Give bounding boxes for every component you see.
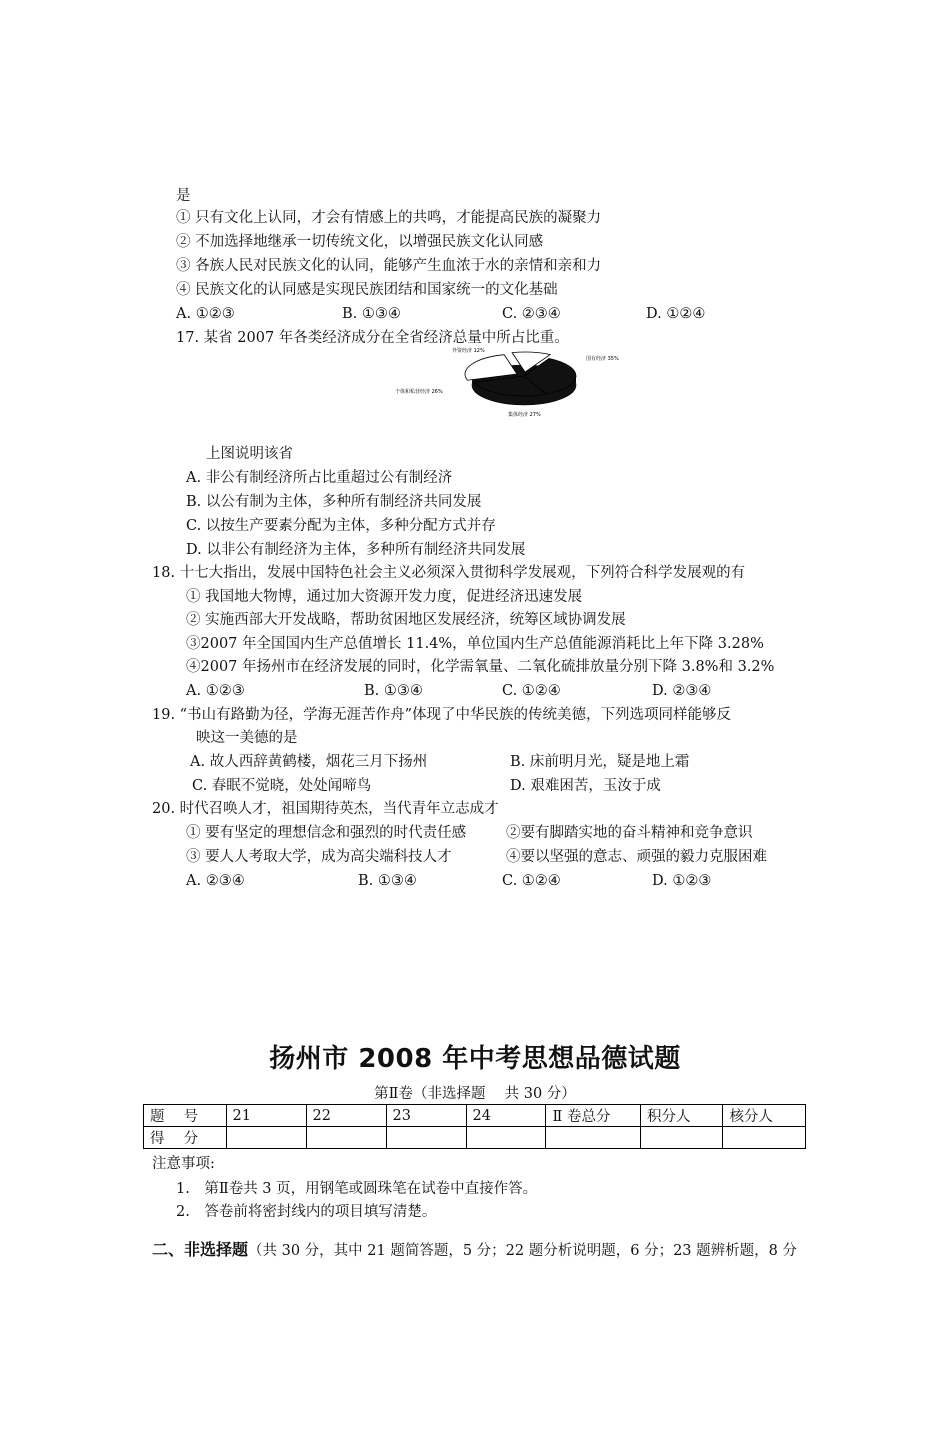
score-cell[interactable]	[546, 1127, 641, 1149]
q20-stem: 20. 时代召唤人才，祖国期待英杰，当代青年立志成才	[152, 801, 499, 817]
q17-lead: 上图说明该省	[206, 446, 293, 462]
q19-option-d: D. 艰难困苦，玉汝于成	[510, 778, 661, 794]
section-head-desc: （共 30 分，其中 21 题简答题，5 分；22 题分析说明题，6 分；23 题辨析题，8 分	[248, 1243, 797, 1259]
q16-option-c: C. ②③④	[502, 306, 561, 322]
q16-option-b: B. ①③④	[342, 306, 401, 322]
q18-option-a: A. ①②③	[186, 683, 245, 699]
exam-subtitle: 第Ⅱ卷（非选择题 共 30 分）	[374, 1086, 576, 1102]
score-table-score-row	[144, 1127, 806, 1149]
pie-label-private: 个体和私营经济 26%	[395, 389, 443, 395]
score-header-cell: 22	[306, 1105, 386, 1127]
q18-item-4: ④2007 年扬州市在经济发展的同时，化学需氧量、二氧化硫排放量分别下降 3.8%和 3.2%	[186, 659, 775, 675]
pie-label-foreign: 外资经济 12%	[452, 348, 485, 354]
q19-stem-cont: 映这一美德的是	[196, 730, 298, 746]
q20-option-c: C. ①②④	[502, 873, 561, 889]
score-cell[interactable]	[386, 1127, 466, 1149]
score-header-cell: 积分人	[640, 1105, 722, 1127]
q18-item-1: ① 我国地大物博，通过加大资源开发力度，促进经济迅速发展	[186, 589, 583, 605]
notes-title: 注意事项:	[152, 1156, 215, 1172]
score-row-label: 得 分	[144, 1127, 227, 1149]
score-header-cell: 23	[386, 1105, 466, 1127]
pie-label-collective: 集体经济 27%	[508, 412, 541, 418]
q18-stem: 18. 十七大指出，发展中国特色社会主义必须深入贯彻科学发展观，下列符合科学发展观的有	[152, 565, 746, 581]
note-1: 1. 第Ⅱ卷共 3 页，用钢笔或圆珠笔在试卷中直接作答。	[176, 1181, 538, 1197]
score-cell[interactable]	[723, 1127, 806, 1149]
q20-item-3: ③ 要人人考取大学，成为高尖端科技人才	[186, 849, 452, 865]
q19-stem: 19. “书山有路勤为径，学海无涯苦作舟”体现了中华民族的传统美德，下列选项同样能够反	[152, 707, 731, 723]
q17-stem: 17. 某省 2007 年各类经济成分在全省经济总量中所占比重。	[176, 330, 569, 346]
q18-option-d: D. ②③④	[652, 683, 712, 699]
q18-item-2: ② 实施西部大开发战略，帮助贫困地区发展经济，统筹区域协调发展	[186, 612, 626, 628]
q16-option-a: A. ①②③	[176, 306, 235, 322]
q16-item-1: ① 只有文化上认同，才会有情感上的共鸣，才能提高民族的凝聚力	[176, 210, 602, 226]
economy-pie-chart	[390, 342, 640, 420]
score-header-cell: 21	[226, 1105, 306, 1127]
q19-option-b: B. 床前明月光，疑是地上霜	[510, 754, 690, 770]
q16-option-d: D. ①②④	[646, 306, 706, 322]
q19-option-a: A. 故人西辞黄鹤楼，烟花三月下扬州	[190, 754, 428, 770]
q18-option-b: B. ①③④	[364, 683, 423, 699]
q16-item-2: ② 不加选择地继承一切传统文化，以增强民族文化认同感	[176, 234, 544, 250]
score-header-cell: Ⅱ 卷总分	[546, 1105, 641, 1127]
score-header-cell: 题 号	[144, 1105, 227, 1127]
q16-item-3: ③ 各族人民对民族文化的认同，能够产生血浓于水的亲情和亲和力	[176, 258, 602, 274]
exam-title: 扬州市 2008 年中考思想品德试题	[269, 1044, 681, 1074]
q20-item-2: ②要有脚踏实地的奋斗精神和竞争意识	[506, 825, 753, 841]
score-cell[interactable]	[466, 1127, 546, 1149]
q20-item-4: ④要以坚强的意志、顽强的毅力克服困难	[506, 849, 767, 865]
note-2: 2. 答卷前将密封线内的项目填写清楚。	[176, 1204, 437, 1220]
section-heading	[152, 1240, 797, 1261]
q16-stem-cont: 是	[176, 188, 191, 204]
q17-option-d: D. 以非公有制经济为主体，多种所有制经济共同发展	[186, 542, 526, 558]
score-cell[interactable]	[306, 1127, 386, 1149]
q20-option-a: A. ②③④	[186, 873, 245, 889]
section-head-label: 二、非选择题	[152, 1240, 249, 1259]
q17-option-a: A. 非公有制经济所占比重超过公有制经济	[186, 470, 453, 486]
score-cell[interactable]	[226, 1127, 306, 1149]
q20-option-b: B. ①③④	[358, 873, 417, 889]
q17-option-b: B. 以公有制为主体，多种所有制经济共同发展	[186, 494, 482, 510]
q16-item-4: ④ 民族文化的认同感是实现民族团结和国家统一的文化基础	[176, 282, 558, 298]
score-table	[143, 1104, 806, 1149]
q18-option-c: C. ①②④	[502, 683, 561, 699]
score-cell[interactable]	[640, 1127, 722, 1149]
q20-option-d: D. ①②③	[652, 873, 712, 889]
pie-label-state: 国有经济 35%	[586, 356, 619, 362]
score-table-header-row	[144, 1105, 806, 1127]
score-header-cell: 核分人	[723, 1105, 806, 1127]
q19-option-c: C. 春眠不觉晓，处处闻啼鸟	[192, 778, 372, 794]
q20-item-1: ① 要有坚定的理想信念和强烈的时代责任感	[186, 825, 467, 841]
q18-item-3: ③2007 年全国国内生产总值增长 11.4%，单位国内生产总值能源消耗比上年下降 3.28%	[186, 636, 764, 652]
score-header-cell: 24	[466, 1105, 546, 1127]
q17-option-c: C. 以按生产要素分配为主体，多种分配方式并存	[186, 518, 496, 534]
